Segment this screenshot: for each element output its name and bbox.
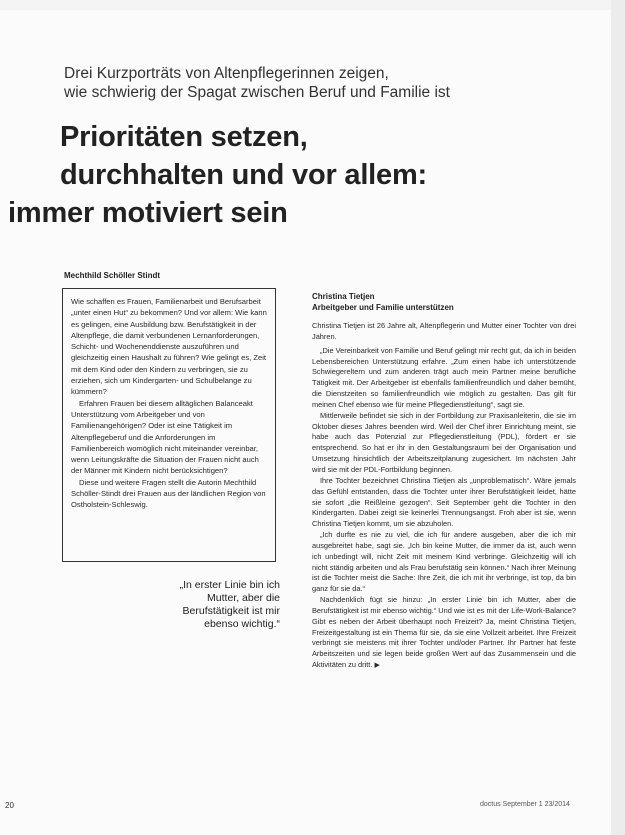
page-number: 20 [5,801,14,810]
article-headline [0,118,600,232]
deck-line-1: Drei Kurzporträts von Altenpflegerinnen zeigen, [64,65,389,82]
intro-paragraph-3: Diese und weitere Fragen stellt die Autorin Mechthild Schöller-Stindt drei Frauen aus der ländlichen Region von Ostholstein-Schleswig. [71,477,266,510]
headline-line-1: Prioritäten setzen, [60,121,308,153]
deck-text [64,64,534,102]
article-paragraph-3: Mittlerweile befindet sie sich in der Fortbildung zur Praxisanleiterin, die sie im Oktober dieses Jahres beenden wird. Weil der Chef ihrer Einrichtung meint, sie habe auch das Potenzial zur Pflegedienstleitung (PDL), fördert er sie entsprechend. So hat er ihr in den Gestaltungsraum bei der Organisation und Umsetzung hinsichtlich der Arbeitszeitplanung zugesichert. Im nächsten Jahr wird sie mit der PDL-Fortbildung beginnen. [312,410,576,474]
article-paragraph-6 [312,595,576,672]
intro-box [62,288,276,562]
pull-quote-line-4: ebenso wichtig.“ [204,618,280,630]
intro-paragraph-1: Wie schaffen es Frauen, Familienarbeit und Berufsarbeit „unter einen Hut“ zu bekommen? Und vor allem: Wie kann es gelingen, eine Ausbildung bzw. Berufstätigkeit in der Altenpflege, die damit verbundenen Lernanforderungen, Schicht- und Wochenenddienste auszuführen und gleichzeitig einen Haushalt zu führen? Wie gelingt es, Zeit mit dem Kind oder den Kindern zu verbringen, sie zu erziehen, sich um Kindergarten- und Schulbelange zu kümmern? [71,297,267,397]
scan-edge-right [611,0,625,835]
end-of-article-icon: ▶ [374,662,380,670]
pull-quote-line-1: „In erster Linie bin ich [179,579,280,591]
headline-line-3: immer motiviert sein [8,197,288,229]
intro-paragraph-2: Erfahren Frauen bei diesem alltäglichen Balanceakt Unterstützung vom Arbeitgeber und von Familienangehörigen? Oder ist eine Tätigkeit im Altenpflegeberuf und die Anforderungen im Familienbereich womöglich nicht miteinander vereinbar, wenn Leitungskräfte die Situation der Frauen nicht auch der Männer mit Kindern nicht berücksichtigen? [71,398,259,476]
headline-line-2: durchhalten und vor allem: [60,159,428,191]
scan-edge-top [0,0,625,10]
pull-quote-line-2: Mutter, aber die [207,592,280,604]
author-byline: Mechthild Schöller Stindt [64,271,161,280]
article-paragraph-2: „Die Vereinbarkeit von Familie und Beruf gelingt mir recht gut, da ich in beiden Lebensbereichen Unterstützung erfahre. „Zum einen habe ich unterstützende Schwiegereltern und zum anderen trägt auch mein Partner meine berufliche Tätigkeit mit. Der Arbeitgeber ist ebenfalls familienfreundlich und daher bemüht, die Dienstzeiten so familienfreundlich wie möglich zu gestalten. Das gilt für meinen Chef ebenso wie für meine Pflegedienstleitung“, sagt sie. [312,345,576,409]
article-paragraph-4: Ihre Tochter bezeichnet Christina Tietjen als „unproblematisch“. Wäre jemals das Gefühl entstanden, dass die Tochter unter ihrer Berufstätigkeit leidet, hätte sie sofort „die Reißleine gezogen“. Seit September geht die Tochter in den Kindergarten. Dabei zeigt sie keinerlei Trennungsangst. Froh aber ist sie, wenn Christina Tietjen kommt, um sie abzuholen. [312,475,576,529]
article-paragraph-6-text: Nachdenklich fügt sie hinzu: „In erster Linie bin ich Mutter, aber die Berufstätigkeit ist mir ebenso wichtig.“ Und wie ist es mit der Life-Work-Balance? Gibt es neben der Arbeit überhaupt noch Freizeit? Ja, meint Christina Tietjen, Freizeitgestaltung ist ein Thema für sie, da sie eine Vollzeit arbeitet. Ihre Freizeit verbringt sie meistens mit ihrer Tochter und/oder Partner. Ihr Partner hat feste Arbeitszeiten und sie legen beide großen Wert auf das Zusammensein und die Aktivitäten zu dritt. [312,595,576,670]
publication-footer: doctus September 1 23/2014 [480,801,570,808]
pull-quote-line-3: Berufstätigkeit ist mir [182,605,280,617]
deck-line-2: wie schwierig der Spagat zwischen Beruf und Familie ist [64,84,450,101]
article-paragraph-1: Christina Tietjen ist 26 Jahre alt, Altenpflegerin und Mutter einer Tochter von drei Jahren. [312,321,576,341]
portrait-subtitle: Arbeitgeber und Familie unterstützen [312,303,454,312]
article-paragraph-5: „Ich durfte es nie zu viel, die ich für andere ausgeben, aber die ich mir ausgebreitet habe, sagt sie. „Ich bin keine Mutter, die immer da ist, auch wenn ich unbedingt will, nicht Zeit mit meinem Kind verbringe. Gleichzeitig will ich nicht ständig arbeiten und als Frau berufstätig sein können.“ Nach ihrer Meinung ist die Tochter meist die Sache: Ihre Zeit, die ich mit ihr verbringe, ist top, da bin ganz für sie da.“ [312,530,576,594]
pull-quote [120,579,280,631]
portrait-name: Christina Tietjen [312,292,375,301]
article-column [312,291,576,786]
